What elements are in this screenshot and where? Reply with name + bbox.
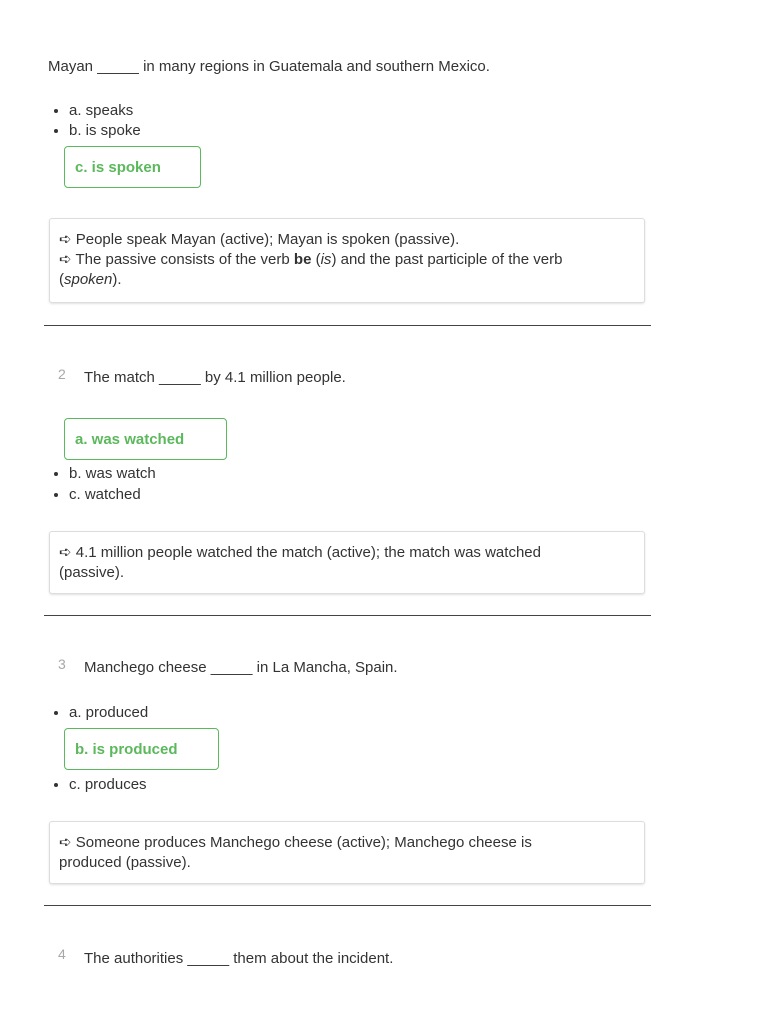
explanation-line: (spoken).	[59, 271, 122, 288]
question-4-number: 4	[58, 946, 66, 962]
bullet-dot	[54, 472, 58, 476]
divider	[44, 615, 651, 616]
explanation-line: (passive).	[59, 564, 125, 581]
question-2-correct-answer[interactable]: a. was watched	[64, 418, 227, 460]
question-3-option-a[interactable]	[53, 703, 148, 723]
question-2-explanation	[49, 531, 645, 594]
explanation-line: ➪ People speak Mayan (active); Mayan is spoken (passive).	[59, 231, 460, 248]
question-2-number: 2	[58, 366, 66, 382]
bullet-dot	[54, 109, 58, 113]
option-label: a. speaks	[69, 102, 134, 119]
option-label: b. was watch	[69, 465, 156, 482]
question-1-explanation	[49, 218, 645, 303]
question-1-text: Mayan _____ in many regions in Guatemala and southern Mexico.	[48, 58, 490, 75]
option-label: a. produced	[69, 704, 149, 721]
question-1-option-a[interactable]	[53, 101, 133, 121]
question-2-option-b[interactable]	[53, 464, 156, 484]
explanation-line: ➪ 4.1 million people watched the match (active); the match was watched	[59, 544, 541, 561]
question-3-explanation	[49, 821, 645, 884]
explanation-line: ➪ Someone produces Manchego cheese (active); Manchego cheese is	[59, 834, 532, 851]
question-1-correct-answer[interactable]: c. is spoken	[64, 146, 201, 188]
question-4-text: The authorities _____ them about the incident.	[84, 950, 394, 967]
explanation-line: ➪ The passive consists of the verb be (is) and the past participle of the verb	[59, 251, 563, 268]
question-2-option-c[interactable]	[53, 485, 141, 505]
question-1-option-b[interactable]	[53, 121, 141, 141]
bullet-dot	[54, 493, 58, 497]
question-3-number: 3	[58, 656, 66, 672]
question-3-text: Manchego cheese _____ in La Mancha, Spain.	[84, 659, 398, 676]
question-2-text: The match _____ by 4.1 million people.	[84, 369, 346, 386]
question-3-option-c[interactable]	[53, 775, 147, 795]
bullet-dot	[54, 129, 58, 133]
divider	[44, 905, 651, 906]
option-label: b. is spoke	[69, 122, 141, 139]
question-3-correct-answer[interactable]: b. is produced	[64, 728, 219, 770]
bullet-dot	[54, 711, 58, 715]
bullet-dot	[54, 783, 58, 787]
option-label: c. produces	[69, 776, 147, 793]
divider	[44, 325, 651, 326]
option-label: c. watched	[69, 486, 141, 503]
explanation-line: produced (passive).	[59, 854, 191, 871]
